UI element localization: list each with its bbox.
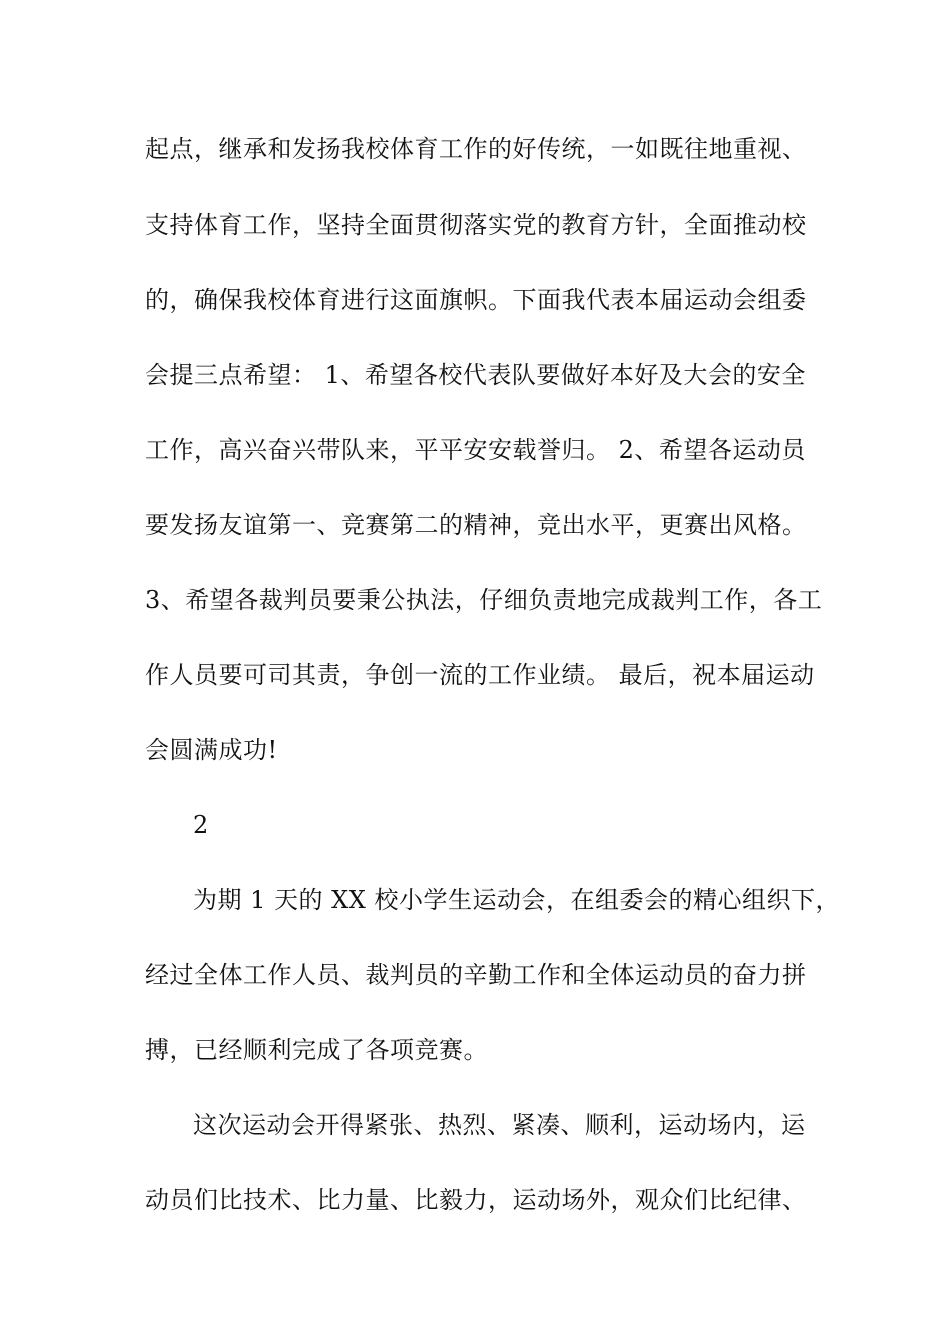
text-line: 支持体育工作，坚持全面贯彻落实党的教育方针，全面推动校 <box>145 211 807 239</box>
text-line: 会圆满成功! <box>145 736 278 764</box>
text-line: 的，确保我校体育进行这面旗帜。下面我代表本届运动会组委 <box>145 286 807 314</box>
paragraph-line: 这次运动会开得紧张、热烈、紧凑、顺利，运动场内，运 <box>193 1111 806 1139</box>
text-line: 会提三点希望： 1、希望各校代表队要做好本好及大会的安全 <box>145 361 806 389</box>
text-line: 作人员要可司其责，争创一流的工作业绩。 最后，祝本届运动 <box>145 661 815 689</box>
paragraph-line: 动员们比技术、比力量、比毅力，运动场外，观众们比纪律、 <box>145 1186 807 1214</box>
section-number: 2 <box>193 811 209 839</box>
text-line: 3、希望各裁判员要秉公执法，仔细负责地完成裁判工作，各工 <box>145 586 823 614</box>
paragraph-line: 经过全体工作人员、裁判员的辛勤工作和全体运动员的奋力拼 <box>145 961 807 989</box>
text-line: 要发扬友谊第一、竞赛第二的精神，竞出水平，更赛出风格。 <box>145 511 807 539</box>
paragraph-line: 搏，已经顺利完成了各项竞赛。 <box>145 1036 488 1064</box>
text-line: 工作，高兴奋兴带队来，平平安安载誉归。 2、希望各运动员 <box>145 436 806 464</box>
text-line: 起点，继承和发扬我校体育工作的好传统，一如既往地重视、 <box>145 135 807 163</box>
paragraph-line: 为期 1 天的 XX 校小学生运动会，在组委会的精心组织下， <box>193 886 840 914</box>
